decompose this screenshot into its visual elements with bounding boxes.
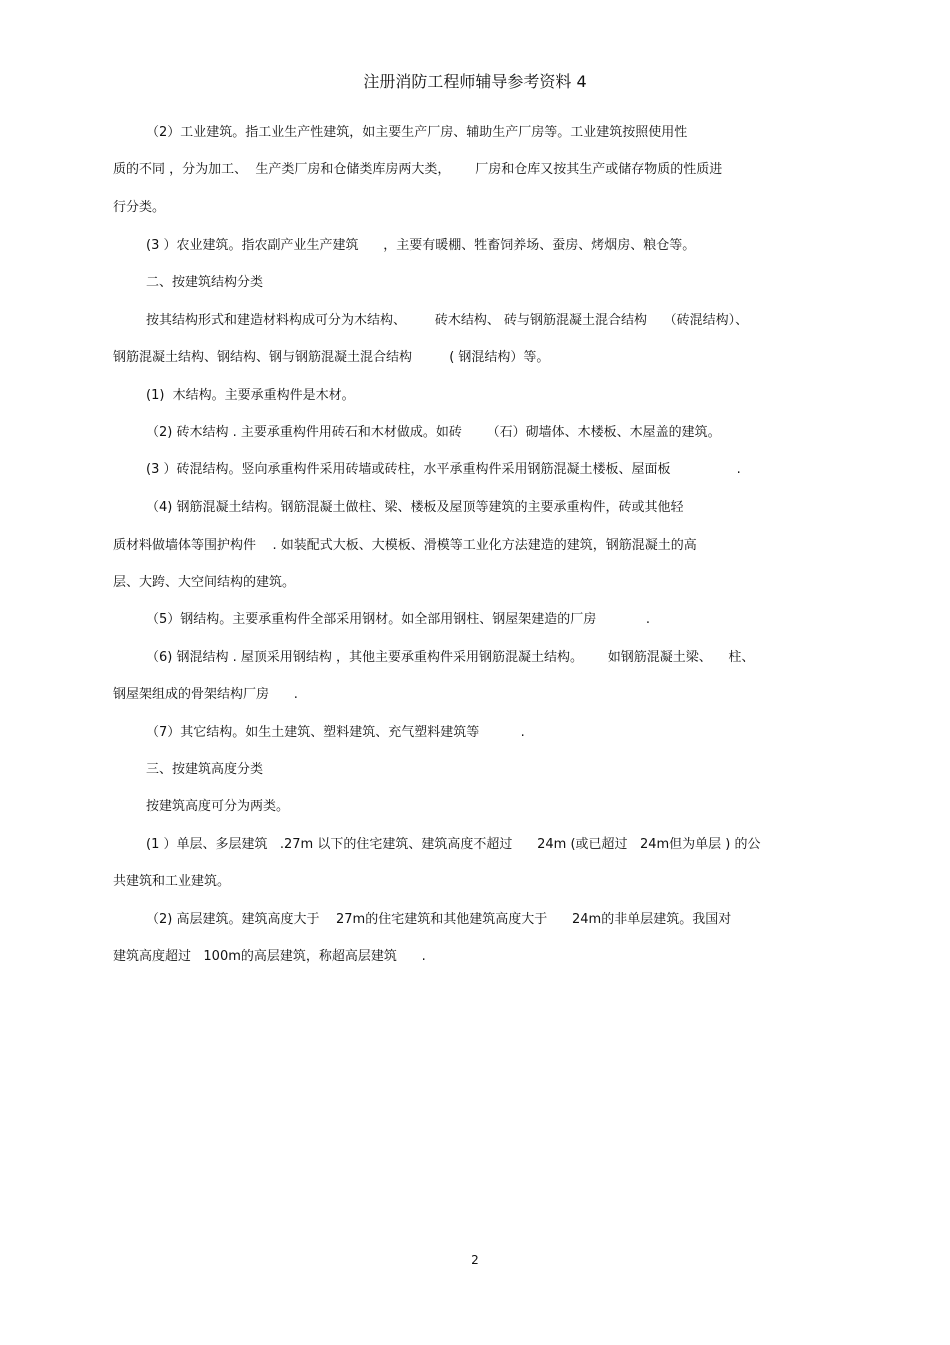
paragraph-line: 建筑高度超过 100m的高层建筑，称超高层建筑 . xyxy=(113,949,426,964)
paragraph-line: （2）工业建筑。指工业生产性建筑，如主要生产厂房、辅助生产厂房等。工业建筑按照使用性 xyxy=(146,125,688,140)
paragraph-line: （2) 高层建筑。建筑高度大于 27m的住宅建筑和其他建筑高度大于 24m的非单层建筑。我国对 xyxy=(146,912,732,927)
paragraph-line: （6) 钢混结构 . 屋顶采用钢结构 ，其他主要承重构件采用钢筋混凝土结构。 如钢筋混凝土梁、 柱、 xyxy=(146,650,755,665)
paragraph-line: (3 ）农业建筑。指农副产业生产建筑 ，主要有暖棚、牲畜饲养场、蚕房、烤烟房、粮仓等。 xyxy=(146,238,696,253)
paragraph-line: 按建筑高度可分为两类。 xyxy=(146,799,290,814)
page-title: 注册消防工程师辅导参考资料 4 xyxy=(363,72,587,91)
paragraph-line: （5）钢结构。主要承重构件全部采用钢材。如全部用钢柱、钢屋架建造的厂房 . xyxy=(146,612,650,627)
paragraph-line: （4) 钢筋混凝土结构。钢筋混凝土做柱、梁、楼板及屋顶等建筑的主要承重构件，砖或其他轻 xyxy=(146,500,684,515)
section-heading: 三、按建筑高度分类 xyxy=(146,762,264,777)
page-number: 2 xyxy=(471,1253,479,1267)
paragraph-line: 质的不同 ，分为加工、 生产类厂房和仓储类库房两大类， 厂房和仓库又按其生产或储存物质的性质进 xyxy=(113,162,723,177)
section-heading: 二、按建筑结构分类 xyxy=(146,275,264,290)
paragraph-line: (1) 木结构。主要承重构件是木材。 xyxy=(146,388,355,403)
paragraph-line: （7）其它结构。如生土建筑、塑料建筑、充气塑料建筑等 . xyxy=(146,725,525,740)
paragraph-line: 共建筑和工业建筑。 xyxy=(113,874,231,889)
paragraph-line: 层、大跨、大空间结构的建筑。 xyxy=(113,575,296,590)
paragraph-line: 钢筋混凝土结构、钢结构、钢与钢筋混凝土混合结构 ( 钢混结构）等。 xyxy=(113,350,550,365)
paragraph-line: 行分类。 xyxy=(113,200,166,215)
paragraph-line: (1 ）单层、多层建筑 .27m 以下的住宅建筑、建筑高度不超过 24m (或已超过 24m但为单层 ) 的公 xyxy=(146,837,761,852)
paragraph-line: (3 ）砖混结构。竖向承重构件采用砖墙或砖柱，水平承重构件采用钢筋混凝土楼板、屋面板 . xyxy=(146,462,741,477)
paragraph-line: 钢屋架组成的骨架结构厂房 . xyxy=(113,687,298,702)
paragraph-line: 按其结构形式和建造材料构成可分为木结构、 砖木结构、 砖与钢筋混凝土混合结构 （砖混结构）、 xyxy=(146,313,749,328)
paragraph-line: （2) 砖木结构 . 主要承重构件用砖石和木材做成。如砖 （石）砌墙体、木楼板、木屋盖的建筑。 xyxy=(146,425,721,440)
paragraph-line: 质材料做墙体等围护构件 . 如装配式大板、大模板、滑模等工业化方法建造的建筑，钢筋混凝土的高 xyxy=(113,538,697,553)
